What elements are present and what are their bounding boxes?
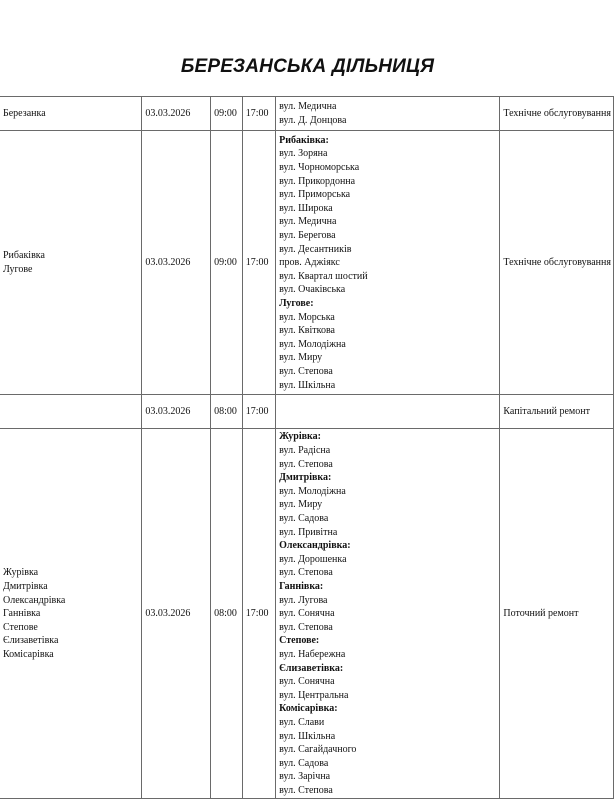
- street-name: вул. Медична: [279, 101, 337, 113]
- addresses-cell: [276, 395, 500, 429]
- settlement-heading: Рибаківка:: [279, 134, 329, 146]
- locality-name: Єлизаветівка: [3, 635, 59, 647]
- street-name: вул. Сонячна: [279, 608, 335, 620]
- street-name: вул. Шкільна: [279, 730, 336, 742]
- locality-name: Рибаківка: [3, 250, 45, 262]
- locality-name: Степове: [3, 621, 38, 633]
- street-name: вул. Центральна: [279, 689, 349, 701]
- street-name: вул. Приморська: [279, 189, 351, 201]
- settlement-heading: Дмитрівка:: [279, 472, 332, 484]
- work-type-cell: Капітальний ремонт: [500, 395, 614, 429]
- street-name: вул. Морська: [279, 311, 335, 323]
- street-name: вул. Молодіжна: [279, 485, 346, 497]
- settlement-heading: Комісарівка:: [279, 703, 338, 715]
- street-name: вул. Зоряна: [279, 148, 328, 160]
- schedule-body: [0, 97, 614, 799]
- settlement-heading: Єлизаветівка:: [279, 662, 344, 674]
- street-name: вул. Шкільна: [279, 379, 336, 391]
- street-name: вул. Степова: [279, 621, 333, 633]
- street-name: вул. Сонячна: [279, 676, 335, 688]
- settlement-heading: Лугове:: [279, 297, 314, 309]
- street-name: вул. Миру: [279, 499, 323, 511]
- locality-name: Ганнівка: [3, 608, 41, 620]
- street-name: вул. Миру: [279, 352, 323, 364]
- street-name: вул. Степова: [279, 784, 333, 796]
- street-name: вул. Десантників: [279, 243, 352, 255]
- table-row: [0, 97, 614, 131]
- settlement-heading: Олександрівка:: [279, 540, 351, 552]
- table-row: [0, 429, 614, 799]
- street-name: вул. Лугова: [279, 594, 328, 606]
- page-title: БЕРЕЗАНСЬКА ДІЛЬНИЦЯ: [180, 56, 435, 77]
- settlement-heading: Журівка:: [279, 431, 321, 443]
- start-time-cell: 09:00: [211, 97, 243, 131]
- street-name: вул. Прикордонна: [279, 175, 356, 187]
- localities-cell: [0, 131, 142, 395]
- street-name: вул. Квартал шостий: [279, 270, 368, 282]
- street-name: вул. Зарічна: [279, 771, 331, 783]
- street-name: вул. Степова: [279, 365, 333, 377]
- date-cell: 03.03.2026: [142, 395, 211, 429]
- work-type-cell: Технічне обслуговування: [500, 97, 614, 131]
- addresses-cell: [276, 131, 500, 395]
- start-time-cell: 08:00: [211, 395, 243, 429]
- outage-schedule-table: [0, 96, 614, 799]
- locality-name: Дмитрівка: [3, 581, 48, 593]
- end-time-cell: 17:00: [242, 97, 275, 131]
- date-cell: 03.03.2026: [142, 131, 211, 395]
- settlement-heading: Степове:: [279, 635, 320, 647]
- street-name: вул. Квіткова: [279, 325, 335, 337]
- street-name: вул. Молодіжна: [279, 338, 346, 350]
- end-time-cell: 17:00: [242, 429, 275, 799]
- street-name: вул. Берегова: [279, 230, 336, 242]
- street-name: вул. Радісна: [279, 445, 331, 457]
- street-name: вул. Медична: [279, 216, 337, 228]
- settlement-heading: Ганнівка:: [279, 581, 324, 593]
- localities-cell: [0, 429, 142, 799]
- end-time-cell: 17:00: [242, 395, 275, 429]
- locality-name: Березанка: [3, 108, 46, 120]
- street-name: вул. Чорноморська: [279, 162, 360, 174]
- end-time-cell: 17:00: [242, 131, 275, 395]
- street-name: вул. Степова: [279, 458, 333, 470]
- date-cell: 03.03.2026: [142, 97, 211, 131]
- date-cell: 03.03.2026: [142, 429, 211, 799]
- street-name: вул. Широка: [279, 202, 333, 214]
- street-name: вул. Слави: [279, 716, 325, 728]
- street-name: вул. Садова: [279, 513, 329, 525]
- start-time-cell: 08:00: [211, 429, 243, 799]
- street-name: вул. Д. Донцова: [279, 115, 347, 126]
- street-name: вул. Привітна: [279, 526, 338, 538]
- street-name: вул. Садова: [279, 757, 329, 769]
- street-name: пров. Аджіякс: [279, 257, 340, 269]
- table-row: [0, 395, 614, 429]
- work-type-cell: Поточний ремонт: [500, 429, 614, 799]
- addresses-cell: [276, 97, 500, 131]
- street-name: вул. Набережна: [279, 648, 346, 660]
- street-name: вул. Очаківська: [279, 284, 346, 296]
- locality-name: Олександрівка: [3, 594, 66, 606]
- addresses-cell: [276, 429, 500, 799]
- start-time-cell: 09:00: [211, 131, 243, 395]
- locality-name: Журівка: [3, 567, 39, 579]
- table-row: [0, 131, 614, 395]
- localities-cell: [0, 97, 142, 131]
- locality-name: Комісарівка: [3, 648, 54, 660]
- locality-name: Лугове: [3, 264, 33, 275]
- street-name: вул. Сагайдачного: [279, 744, 357, 756]
- street-name: вул. Степова: [279, 567, 333, 579]
- localities-cell: [0, 395, 142, 429]
- work-type-cell: Технічне обслуговування: [500, 131, 614, 395]
- street-name: вул. Дорошенка: [279, 553, 347, 565]
